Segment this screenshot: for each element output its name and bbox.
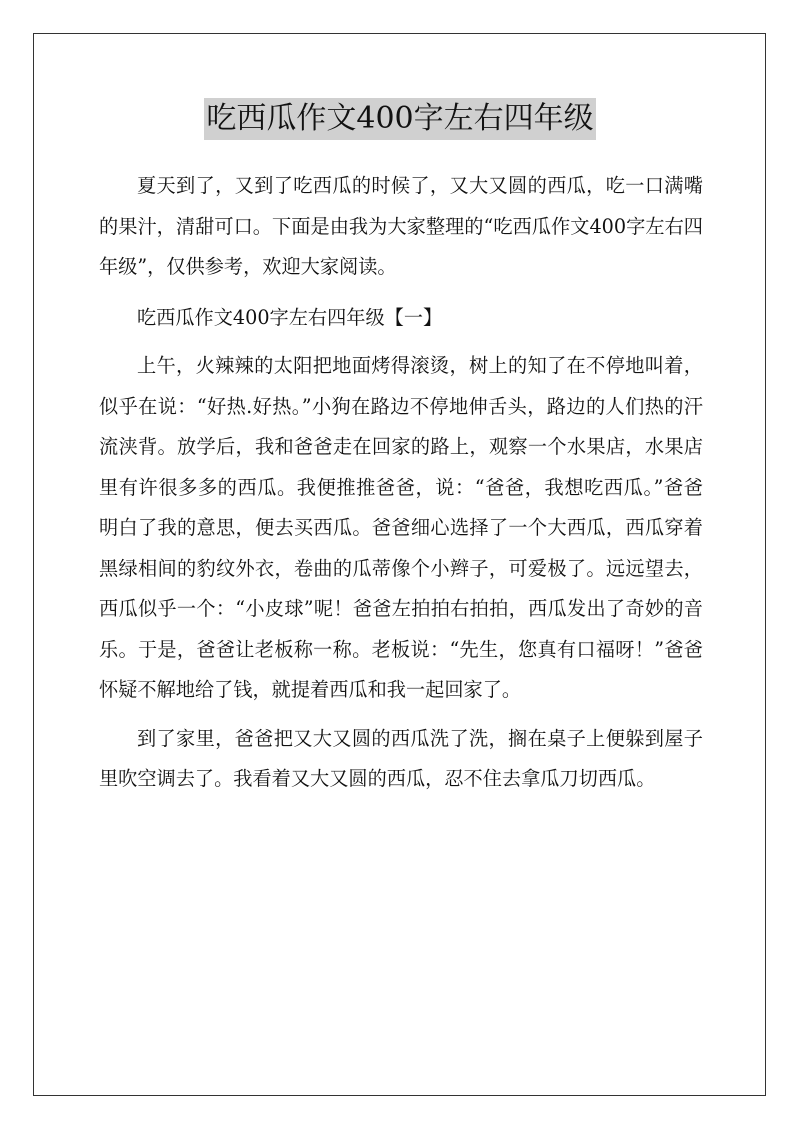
section-heading: 吃西瓜作文400字左右四年级【一】 xyxy=(137,305,443,329)
intro-paragraph: 夏天到了，又到了吃西瓜的时候了，又大又圆的西瓜，吃一口满嘴的果汁，清甜可口。下面是由我为大家整理的“吃西瓜作文400字左右四年级”，仅供参考，欢迎大家阅读。 xyxy=(99,174,703,278)
document-body xyxy=(99,166,703,800)
document-title: 吃西瓜作文400字左右四年级 xyxy=(204,98,595,140)
title-container xyxy=(0,98,800,140)
body-paragraph: 到了家里，爸爸把又大又圆的西瓜洗了洗，搁在桌子上便躲到屋子里吹空调去了。我看着又大又圆的西瓜，忍不住去拿瓜刀切西瓜。 xyxy=(99,726,703,790)
body-paragraph: 上午，火辣辣的太阳把地面烤得滚烫，树上的知了在不停地叫着，似乎在说：“好热.好热。”小狗在路边不停地伸舌头，路边的人们热的汗流浃背。放学后，我和爸爸走在回家的路上，观察一个水果店，水果店里有许很多多的西瓜。我便推推爸爸，说：“爸爸，我想吃西瓜。”爸爸明白了我的意思，便去买西瓜。爸爸细心选择了一个大西瓜，西瓜穿着黑绿相间的豹纹外衣，卷曲的瓜蒂像个小辫子，可爱极了。远远望去，西瓜似乎一个：“小皮球”呢！爸爸左拍拍右拍拍，西瓜发出了奇妙的音乐。于是，爸爸让老板称一称。老板说：“先生，您真有口福呀！”爸爸怀疑不解地给了钱，就提着西瓜和我一起回家了。 xyxy=(99,354,703,701)
